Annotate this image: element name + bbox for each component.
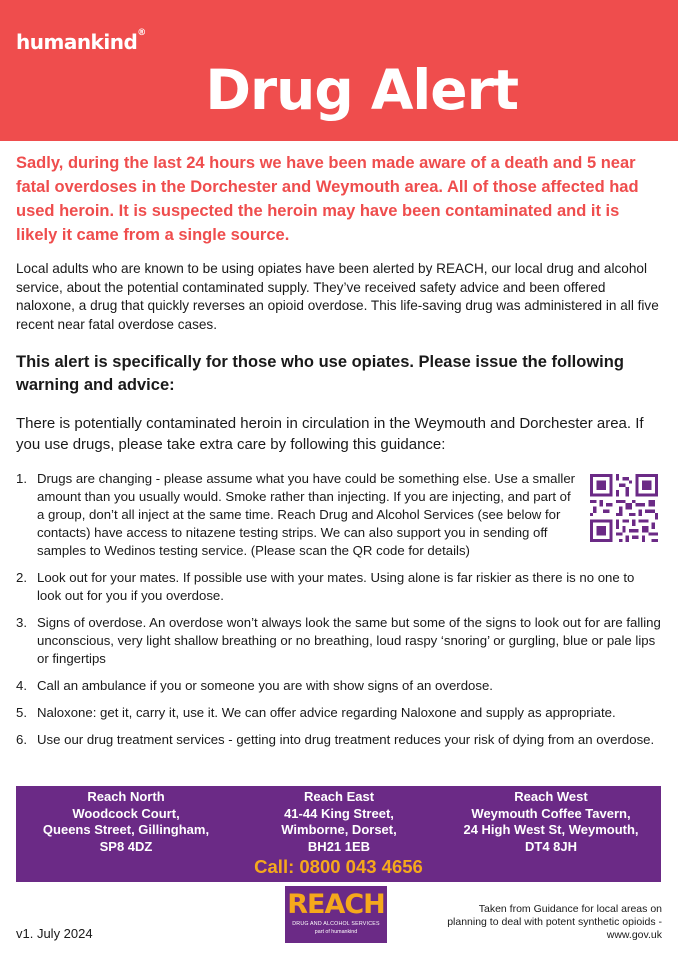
office-address-line: Queens Street, Gillingham, bbox=[42, 822, 210, 837]
guidance-item bbox=[16, 731, 661, 749]
brand-name: humankind bbox=[16, 30, 138, 54]
office-address-line: SP8 4DZ bbox=[99, 838, 153, 854]
office-address-line: DT4 8JH bbox=[524, 838, 578, 854]
alert-heading: This alert is specifically for those who use opiates. Please issue the following warning and advice: bbox=[16, 353, 624, 394]
header-banner bbox=[0, 0, 678, 141]
guidance-text: Drugs are changing - please assume what you have could be something else. Use a smaller amount than you usually would. Smoke rather than injecting. If you are injecting, and part of a group, don’t all inject at the same time. Reach Drug and Alcohol Services (see below for contacts) have access to nitazene testing strips. We can also support you in sending off samples to Wedinos testing service. (Please scan the QR code for details) bbox=[37, 471, 576, 558]
office-address-line: Wimborne, Dorset, bbox=[281, 822, 397, 837]
reach-logo-word: REACH bbox=[287, 889, 385, 920]
office-name: Reach East bbox=[303, 789, 375, 804]
intro-statement: Sadly, during the last 24 hours we have been made aware of a death and 5 near fatal overdoses in the Dorchester and Weymouth area. All of those affected had used heroin. It is suspected the heroin may have been contaminated and it is likely it came from a single source. bbox=[16, 154, 639, 244]
guidance-text: Call an ambulance if you or someone you are with show signs of an overdose. bbox=[37, 678, 493, 693]
guidance-list bbox=[16, 470, 661, 758]
office-address-line: Weymouth Coffee Tavern, bbox=[471, 805, 631, 821]
office-address-line: BH21 1EB bbox=[307, 838, 371, 854]
guidance-number: 6. bbox=[16, 732, 27, 747]
reach-logo bbox=[285, 886, 387, 943]
office-reach-north bbox=[21, 789, 231, 855]
guidance-number: 3. bbox=[16, 615, 27, 630]
guidance-text: Signs of overdose. An overdose won’t always look the same but some of the signs to look out for are falling unconscious, very light shallow breathing or no breathing, loud raspy ‘snoring’ or gurgling, blue or pale lips or fingertips bbox=[37, 615, 661, 666]
guidance-item bbox=[16, 470, 661, 560]
humankind-logo bbox=[16, 30, 146, 54]
guidance-text: Use our drug treatment services - getting into drug treatment reduces your risk of dying from an overdose. bbox=[37, 732, 655, 747]
guidance-number: 5. bbox=[16, 705, 27, 720]
office-address-line: 24 High West St, Weymouth, bbox=[463, 822, 639, 837]
guidance-item bbox=[16, 614, 661, 668]
office-reach-east bbox=[234, 789, 444, 855]
guidance-text: Naloxone: get it, carry it, use it. We can offer advice regarding Naloxone and supply as appropriate. bbox=[37, 705, 616, 720]
reach-alert-paragraph: Local adults who are known to be using opiates have been alerted by REACH, our local drug and alcohol service, about the potential contaminated supply. They’ve received safety advice and been offered naloxone, a drug that quickly reverses an opioid overdose. This life-saving drug was administered in all five recent near fatal overdose cases. bbox=[16, 261, 659, 332]
guidance-item bbox=[16, 677, 661, 695]
guidance-intro: There is potentially contaminated heroin in circulation in the Weymouth and Dorchester area. If you use drugs, please take extra care by following this guidance: bbox=[16, 415, 644, 453]
registered-mark: ® bbox=[137, 28, 146, 38]
source-note: Taken from Guidance for local areas on planning to deal with potent synthetic opioids - www.gov.uk bbox=[447, 903, 662, 941]
office-reach-west bbox=[446, 789, 656, 855]
guidance-item bbox=[16, 704, 661, 722]
reach-logo-part-of: part of humankind bbox=[314, 929, 358, 935]
contacts-panel bbox=[16, 786, 661, 882]
office-name: Reach North bbox=[87, 789, 165, 804]
guidance-number: 1. bbox=[16, 471, 27, 486]
qr-code-icon[interactable] bbox=[590, 474, 658, 542]
guidance-item bbox=[16, 569, 661, 605]
call-phone-number[interactable]: Call: 0800 043 4656 bbox=[254, 856, 423, 877]
office-name: Reach West bbox=[514, 789, 588, 804]
version-label: v1. July 2024 bbox=[16, 926, 93, 941]
guidance-number: 2. bbox=[16, 570, 27, 585]
guidance-number: 4. bbox=[16, 678, 27, 693]
office-address-line: 41-44 King Street, bbox=[284, 805, 394, 821]
office-address-line: Woodcock Court, bbox=[72, 805, 180, 821]
reach-logo-subtitle: DRUG AND ALCOHOL SERVICES bbox=[292, 921, 380, 927]
guidance-text: Look out for your mates. If possible use with your mates. Using alone is far riskier as there is no one to look out for you if you overdose. bbox=[37, 570, 635, 603]
page-title: Drug Alert bbox=[205, 58, 518, 122]
